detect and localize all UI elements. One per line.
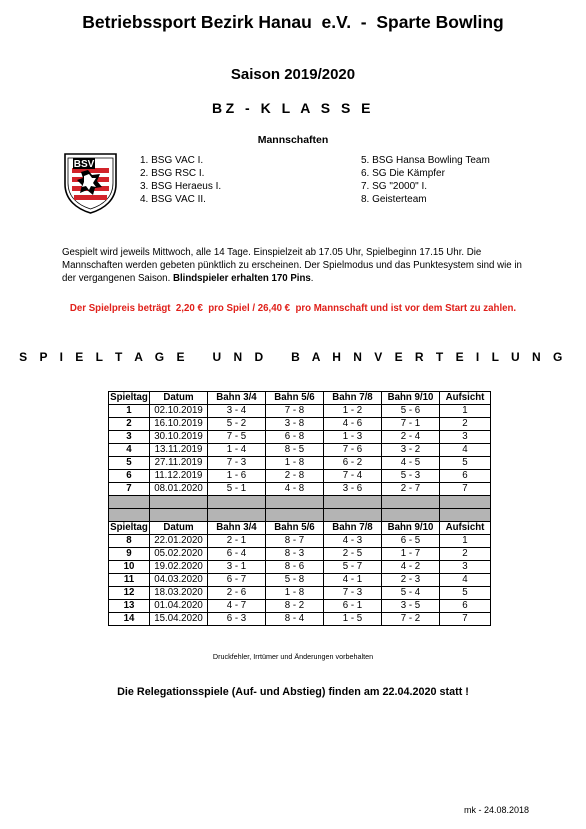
cell-date: 19.02.2020 [150,561,208,574]
cell-lane-3-4: 2 - 1 [208,535,266,548]
cell-supervision: 1 [440,405,491,418]
cell-date: 27.11.2019 [150,457,208,470]
separator-cell [266,496,324,509]
header-lane-5-6: Bahn 5/6 [266,522,324,535]
cell-lane-9-10: 3 - 2 [382,444,440,457]
team-6: 6. SG Die Kämpfer [361,168,445,179]
table-row [109,561,491,574]
header-lane-3-4: Bahn 3/4 [208,522,266,535]
cell-lane-3-4: 6 - 3 [208,613,266,626]
cell-lane-5-6: 1 - 8 [266,457,324,470]
cell-lane-3-4: 7 - 3 [208,457,266,470]
header-date: Datum [150,522,208,535]
cell-lane-9-10: 7 - 2 [382,613,440,626]
cell-lane-7-8: 7 - 3 [324,587,382,600]
schedule-header-row [109,522,491,535]
cell-lane-9-10: 7 - 1 [382,418,440,431]
cell-lane-5-6: 8 - 7 [266,535,324,548]
schedule-table [108,391,491,626]
cell-lane-7-8: 2 - 5 [324,548,382,561]
team-7: 7. SG "2000" I. [361,181,428,192]
header-matchday: Spieltag [110,392,148,403]
separator-cell [150,496,208,509]
cell-lane-9-10: 2 - 3 [382,574,440,587]
cell-lane-7-8: 3 - 6 [324,483,382,496]
cell-matchday: 4 [109,444,150,457]
cell-matchday: 7 [109,483,150,496]
cell-lane-7-8: 7 - 4 [324,470,382,483]
cell-lane-5-6: 8 - 2 [266,600,324,613]
info-bold: Blindspieler erhalten 170 Pins [172,273,311,285]
bsv-logo [62,150,119,215]
cell-matchday: 10 [109,561,150,574]
cell-lane-5-6: 7 - 8 [266,405,324,418]
cell-matchday: 6 [109,470,150,483]
cell-supervision: 4 [440,574,491,587]
cell-date: 11.12.2019 [150,470,208,483]
cell-matchday: 14 [109,613,150,626]
team-2: 2. BSG RSC I. [140,168,205,179]
table-row [109,574,491,587]
table-row [109,431,491,444]
cell-lane-9-10: 3 - 5 [382,600,440,613]
table-row [109,405,491,418]
cell-lane-5-6: 3 - 8 [266,418,324,431]
cell-supervision: 3 [440,431,491,444]
cell-date: 04.03.2020 [150,574,208,587]
separator-row [109,496,491,509]
cell-lane-9-10: 6 - 5 [382,535,440,548]
header-date: Datum [150,392,208,405]
separator-cell [150,509,208,522]
cell-matchday: 2 [109,418,150,431]
cell-date: 13.11.2019 [150,444,208,457]
cell-lane-5-6: 8 - 4 [266,613,324,626]
cell-supervision: 1 [440,535,491,548]
cell-matchday: 13 [109,600,150,613]
class-title: BZ - K L A S S E [211,100,375,116]
season-title: Saison 2019/2020 [230,66,356,83]
team-8: 8. Geisterteam [361,194,427,205]
team-5: 5. BSG Hansa Bowling Team [361,155,490,166]
separator-row [109,509,491,522]
cell-date: 30.10.2019 [150,431,208,444]
separator-cell [109,496,150,509]
team-3: 3. BSG Heraeus I. [140,181,222,192]
header-lane-7-8: Bahn 7/8 [324,392,382,405]
cell-supervision: 7 [440,483,491,496]
cell-lane-3-4: 3 - 4 [208,405,266,418]
cell-lane-9-10: 1 - 7 [382,548,440,561]
cell-lane-9-10: 2 - 7 [382,483,440,496]
table-row [109,470,491,483]
info-paragraph [62,246,532,286]
separator-cell [208,509,266,522]
cell-date: 05.02.2020 [150,548,208,561]
cell-lane-3-4: 5 - 1 [208,483,266,496]
cell-matchday: 12 [109,587,150,600]
cell-supervision: 5 [440,457,491,470]
cell-lane-7-8: 7 - 6 [324,444,382,457]
cell-supervision: 3 [440,561,491,574]
table-row [109,457,491,470]
cell-supervision: 7 [440,613,491,626]
cell-lane-3-4: 3 - 1 [208,561,266,574]
team-1: 1. BSG VAC I. [140,155,204,166]
cell-lane-5-6: 6 - 8 [266,431,324,444]
cell-lane-7-8: 1 - 2 [324,405,382,418]
cell-lane-7-8: 6 - 1 [324,600,382,613]
cell-lane-9-10: 4 - 2 [382,561,440,574]
cell-supervision: 2 [440,418,491,431]
schedule-title: S P I E L T A G E U N D B A H N V E R T E I L U N G [19,350,567,364]
table-row [109,418,491,431]
cell-lane-5-6: 1 - 8 [266,587,324,600]
separator-cell [382,496,440,509]
info-end: . [310,273,314,285]
cell-lane-5-6: 2 - 8 [266,470,324,483]
cell-matchday: 1 [109,405,150,418]
header-supervision: Aufsicht [440,522,491,535]
cell-date: 16.10.2019 [150,418,208,431]
cell-matchday: 3 [109,431,150,444]
table-row [109,535,491,548]
header-lane-9-10: Bahn 9/10 [382,522,440,535]
header-lane-5-6: Bahn 5/6 [266,392,324,405]
table-row [109,600,491,613]
cell-matchday: 5 [109,457,150,470]
table-row [109,548,491,561]
logo-text: BSV [73,159,95,170]
cell-lane-3-4: 6 - 7 [208,574,266,587]
cell-supervision: 6 [440,600,491,613]
cell-lane-7-8: 4 - 3 [324,535,382,548]
cell-lane-5-6: 4 - 8 [266,483,324,496]
cell-lane-3-4: 4 - 7 [208,600,266,613]
cell-lane-7-8: 4 - 6 [324,418,382,431]
teams-heading: Mannschaften [257,134,329,146]
cell-date: 15.04.2020 [150,613,208,626]
separator-cell [324,496,382,509]
cell-date: 02.10.2019 [150,405,208,418]
cell-lane-9-10: 5 - 6 [382,405,440,418]
header-lane-7-8: Bahn 7/8 [324,522,382,535]
cell-supervision: 6 [440,470,491,483]
team-4: 4. BSG VAC II. [140,194,206,205]
separator-cell [208,496,266,509]
cell-lane-3-4: 6 - 4 [208,548,266,561]
table-row [109,613,491,626]
cell-lane-3-4: 5 - 2 [208,418,266,431]
cell-supervision: 4 [440,444,491,457]
cell-lane-5-6: 8 - 6 [266,561,324,574]
teams-list-left [140,154,221,206]
cell-date: 01.04.2020 [150,600,208,613]
cell-lane-7-8: 6 - 2 [324,457,382,470]
cell-lane-7-8: 5 - 7 [324,561,382,574]
cell-date: 22.01.2020 [150,535,208,548]
cell-date: 08.01.2020 [150,483,208,496]
cell-lane-9-10: 5 - 3 [382,470,440,483]
cell-lane-3-4: 1 - 4 [208,444,266,457]
separator-cell [382,509,440,522]
disclaimer-note: Druckfehler, Irrtümer und Änderungen vorbehalten [212,652,374,661]
cell-lane-5-6: 5 - 8 [266,574,324,587]
cell-matchday: 11 [109,574,150,587]
separator-cell [324,509,382,522]
relegation-notice: Die Relegationsspiele (Auf- und Abstieg) finden am 22.04.2020 statt ! [117,686,469,698]
cell-lane-7-8: 4 - 1 [324,574,382,587]
cell-matchday: 9 [109,548,150,561]
header-matchday: Spieltag [110,522,148,533]
document-title: Betriebssport Bezirk Hanau e.V. - Sparte Bowling [82,12,504,32]
cell-supervision: 2 [440,548,491,561]
table-row [109,483,491,496]
cell-lane-9-10: 2 - 4 [382,431,440,444]
cell-lane-5-6: 8 - 5 [266,444,324,457]
cell-lane-7-8: 1 - 5 [324,613,382,626]
cell-lane-9-10: 4 - 5 [382,457,440,470]
footer-stamp: mk - 24.08.2018 [464,805,530,815]
teams-list-right [361,154,490,206]
schedule-header-row [109,392,491,405]
cell-lane-3-4: 2 - 6 [208,587,266,600]
cell-date: 18.03.2020 [150,587,208,600]
separator-cell [440,509,491,522]
header-supervision: Aufsicht [440,392,491,405]
price-notice: Der Spielpreis beträgt 2,20 € pro Spiel / 26,40 € pro Mannschaft und ist vor dem Start zu zahlen. [69,303,517,314]
header-lane-9-10: Bahn 9/10 [382,392,440,405]
separator-cell [440,496,491,509]
cell-lane-7-8: 1 - 3 [324,431,382,444]
info-text: Gespielt wird jeweils Mittwoch, alle 14 Tage. Einspielzeit ab 17.05 Uhr, Spielbeginn 17.15 Uhr. Die Mannschaften werden gebeten pünktlich zu erscheinen. Der Spielmodus und das Punktesystem sind wie in der vergangenen Saison. [62,247,522,285]
cell-supervision: 5 [440,587,491,600]
cell-matchday: 8 [109,535,150,548]
separator-cell [266,509,324,522]
separator-cell [109,509,150,522]
header-lane-3-4: Bahn 3/4 [208,392,266,405]
cell-lane-3-4: 1 - 6 [208,470,266,483]
cell-lane-5-6: 8 - 3 [266,548,324,561]
table-row [109,444,491,457]
cell-lane-9-10: 5 - 4 [382,587,440,600]
cell-lane-3-4: 7 - 5 [208,431,266,444]
table-row [109,587,491,600]
